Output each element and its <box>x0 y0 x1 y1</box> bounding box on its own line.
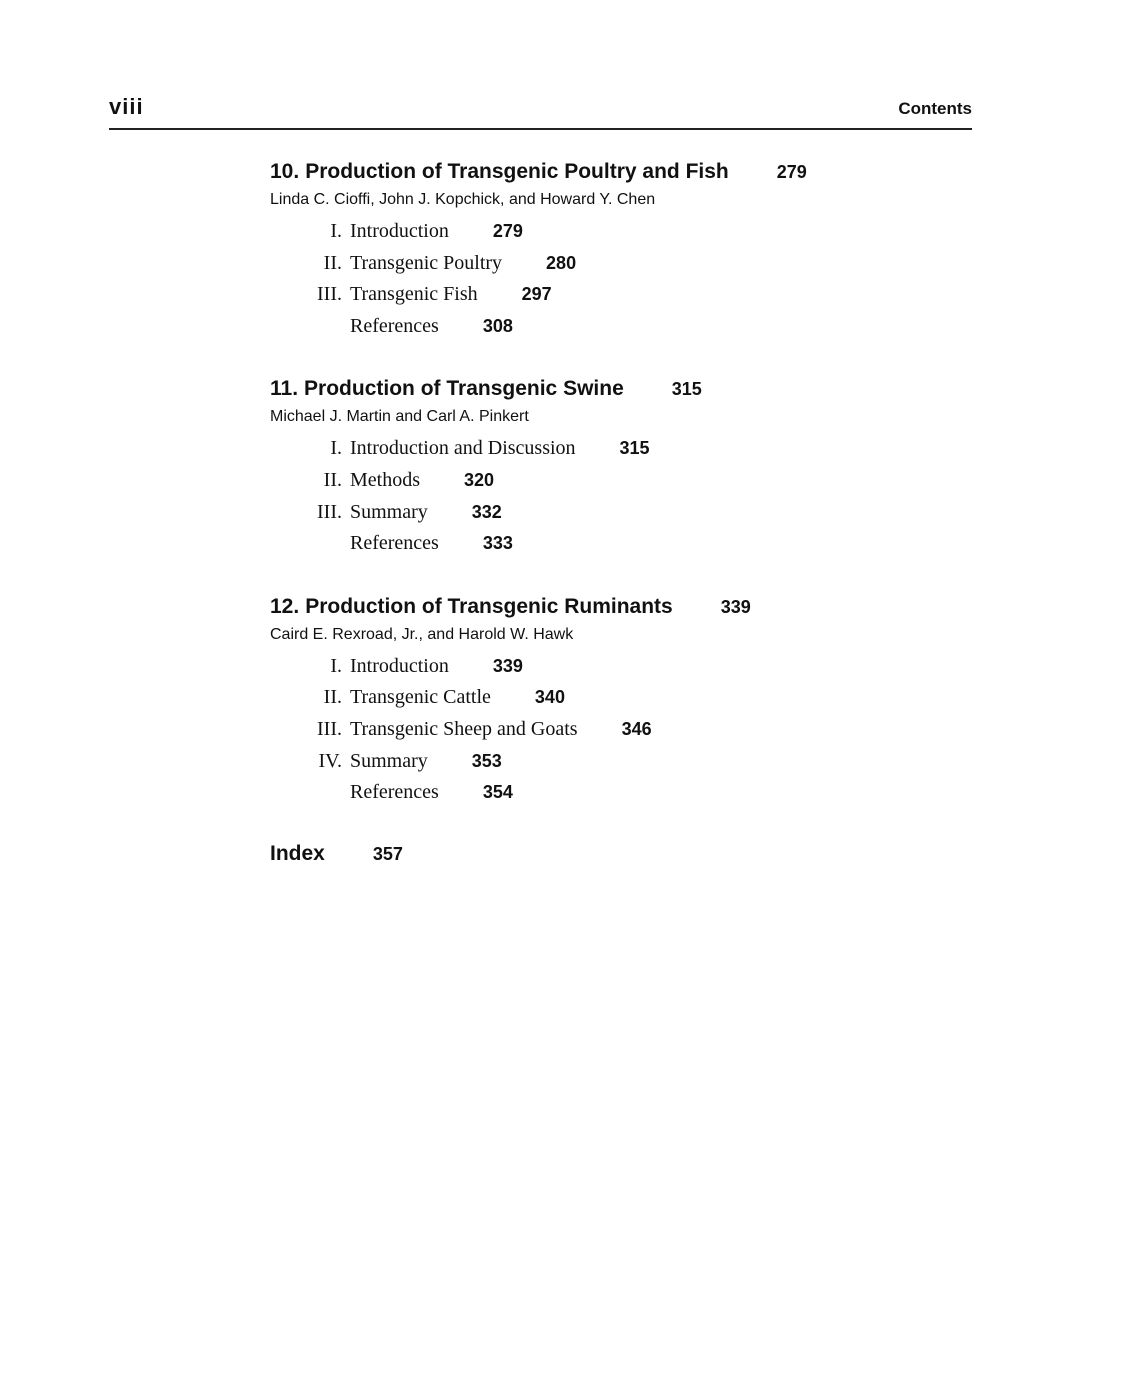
section-list <box>270 433 890 559</box>
section-numeral: I. <box>330 220 342 242</box>
section-page-number: 340 <box>534 687 565 708</box>
section-title: Summary <box>350 749 428 772</box>
section-title: Transgenic Cattle <box>350 686 491 709</box>
chapter-title: Production of Transgenic Swine <box>304 377 624 401</box>
section-numeral: II. <box>323 468 342 491</box>
section-page-number: 333 <box>482 533 513 554</box>
section-entry[interactable] <box>270 682 890 714</box>
section-page-number: 354 <box>482 782 513 803</box>
index-label: Index <box>270 841 325 865</box>
section-page-number: 280 <box>546 252 577 273</box>
section-entry[interactable] <box>270 777 890 809</box>
index-entry[interactable] <box>270 842 890 866</box>
section-entry[interactable] <box>270 465 890 497</box>
chapter-page-number: 339 <box>720 596 751 617</box>
section-page-number: 339 <box>492 655 523 676</box>
chapter-page-number: 315 <box>671 379 702 400</box>
section-title: References <box>350 781 439 804</box>
section-entry[interactable] <box>270 528 890 560</box>
section-entry[interactable] <box>270 651 890 683</box>
section-numeral: III. <box>317 717 342 740</box>
running-head <box>109 94 972 130</box>
chapter-title: Production of Transgenic Poultry and Fish <box>305 160 729 183</box>
section-entry[interactable] <box>270 497 890 529</box>
section-entry[interactable] <box>270 746 890 778</box>
section-title: Summary <box>350 500 428 523</box>
chapter-number: 10. <box>270 160 300 183</box>
section-list <box>270 216 890 342</box>
section-title: Transgenic Poultry <box>350 251 503 274</box>
section-title: Introduction <box>350 220 449 242</box>
running-title: Contents <box>898 99 972 118</box>
section-numeral: I. <box>330 437 342 460</box>
page-folio: viii <box>109 94 144 119</box>
section-numeral: IV. <box>318 749 342 772</box>
section-page-number: 279 <box>492 221 523 241</box>
table-of-contents <box>270 158 890 866</box>
section-title: Transgenic Sheep and Goats <box>350 717 578 740</box>
section-title: References <box>350 532 439 555</box>
section-page-number: 320 <box>464 469 495 490</box>
chapter-10 <box>270 158 890 342</box>
section-entry[interactable] <box>270 311 890 343</box>
section-title: Transgenic Fish <box>350 283 478 306</box>
chapter-number: 12. <box>270 594 300 618</box>
section-numeral: III. <box>317 283 342 306</box>
section-entry[interactable] <box>270 279 890 311</box>
section-entry[interactable] <box>270 714 890 746</box>
index-page-number: 357 <box>372 843 403 864</box>
chapter-heading[interactable] <box>270 375 890 403</box>
section-title: Introduction <box>350 654 449 677</box>
chapter-heading[interactable] <box>270 593 890 621</box>
section-list <box>270 651 890 809</box>
section-page-number: 315 <box>619 438 650 459</box>
section-entry[interactable] <box>270 216 890 248</box>
section-title: Methods <box>350 468 420 491</box>
section-entry[interactable] <box>270 248 890 280</box>
section-numeral: II. <box>323 686 342 709</box>
section-title: Introduction and Discussion <box>350 437 576 460</box>
chapter-authors: Linda C. Cioffi, John J. Kopchick, and Howard Y. Chen <box>270 191 656 208</box>
section-title: References <box>350 314 439 337</box>
section-page-number: 346 <box>621 718 652 739</box>
chapter-heading[interactable] <box>270 158 890 186</box>
chapter-page-number: 279 <box>776 162 807 182</box>
chapter-authors: Michael J. Martin and Carl A. Pinkert <box>270 408 529 426</box>
section-page-number: 308 <box>482 315 513 336</box>
chapter-number: 11. <box>270 377 299 401</box>
chapter-authors: Caird E. Rexroad, Jr., and Harold W. Hawk <box>270 625 574 643</box>
section-page-number: 332 <box>471 501 502 522</box>
section-page-number: 297 <box>521 284 552 305</box>
section-numeral: II. <box>323 251 342 274</box>
section-numeral: I. <box>330 654 342 677</box>
section-numeral: III. <box>317 500 342 523</box>
section-page-number: 353 <box>471 750 502 771</box>
section-entry[interactable] <box>270 433 890 465</box>
chapter-12 <box>270 593 890 809</box>
chapter-title: Production of Transgenic Ruminants <box>305 594 673 618</box>
chapter-11 <box>270 375 890 559</box>
